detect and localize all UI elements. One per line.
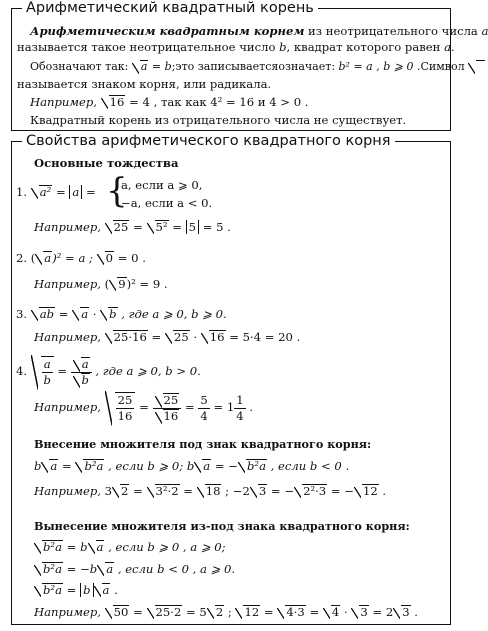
definition-line-1: Арифметическим квадратным корнем из неотрицательного числа a	[30, 24, 488, 38]
definition-line-4: называется знаком корня, или радикала.	[17, 77, 272, 91]
factor-in-line: b a = b²a , если b ⩾ 0; b a = − b²a , если b < 0 .	[34, 459, 350, 473]
cases-brace: {	[106, 171, 128, 211]
property-4: 4. $\frac{a}{b}$ = $\frac{a}{b}$ , где a ⩾ 0, b > 0.	[16, 352, 201, 390]
property-2: 2. ( a)² = a ; 0 = 0 .	[16, 251, 146, 265]
property-2-example: Например, ( 9)² = 9 .	[34, 277, 168, 291]
identities-subtitle: Основные тождества	[34, 156, 179, 170]
property-1: 1. a² = a =	[16, 185, 96, 199]
properties-title: Свойства арифметического квадратного корня	[22, 133, 395, 149]
factor-out-line-1: b²a = b a , если b ⩾ 0 , a ⩾ 0;	[34, 540, 226, 554]
property-3: 3. ab = a · b , где a ⩾ 0, b ⩾ 0.	[16, 307, 227, 321]
factor-out-example: Например, 50 = 25·2 = 5 2 ; 12 = 4·3 = 4 · 3 = 2 3 .	[34, 605, 418, 619]
factor-out-line-3: b²a = b a .	[34, 583, 118, 597]
property-4-example: Например, $\frac{25}{16}$ = $\frac{25}{16}$ = $\frac{5}{4}$ = 1 $\frac{1}{4}$ .	[34, 388, 253, 426]
definition-line-2: называется такое неотрицательное число b, квадрат которого равен a.	[17, 40, 455, 54]
root-symbol	[468, 60, 485, 74]
root-sign: a	[132, 60, 149, 74]
notation-line: Обозначают так: a = b;это записываетсяозначает: b² = a , b ⩾ 0 .Символ	[30, 60, 485, 74]
property-1-example: Например, 25 = 5² = 5 = 5 .	[34, 220, 231, 234]
definition-line-6: Квадратный корень из отрицательного числа не существует.	[30, 113, 407, 127]
definition-example: Например, 16 = 4 , так как 4² = 16 и 4 > 0 .	[30, 95, 309, 109]
factor-out-line-2: b²a = −b a , если b < 0 , a ⩾ 0.	[34, 562, 235, 576]
property-3-example: Например, 25·16 = 25 · 16 = 5·4 = 20 .	[34, 330, 301, 344]
factor-out-title: Вынесение множителя из-под знака квадратного корня:	[34, 519, 410, 533]
factor-in-title: Внесение множителя под знак квадратного корня:	[34, 437, 372, 451]
property-1-case-1: a, если a ⩾ 0,	[121, 178, 203, 192]
factor-in-example: Например, 3 2 = 3²·2 = 18 ; −2 3 = − 2²·3 = − 12 .	[34, 484, 387, 498]
property-1-case-2: −a, если a < 0.	[121, 196, 213, 210]
definition-title: Арифметический квадратный корень	[22, 0, 318, 16]
